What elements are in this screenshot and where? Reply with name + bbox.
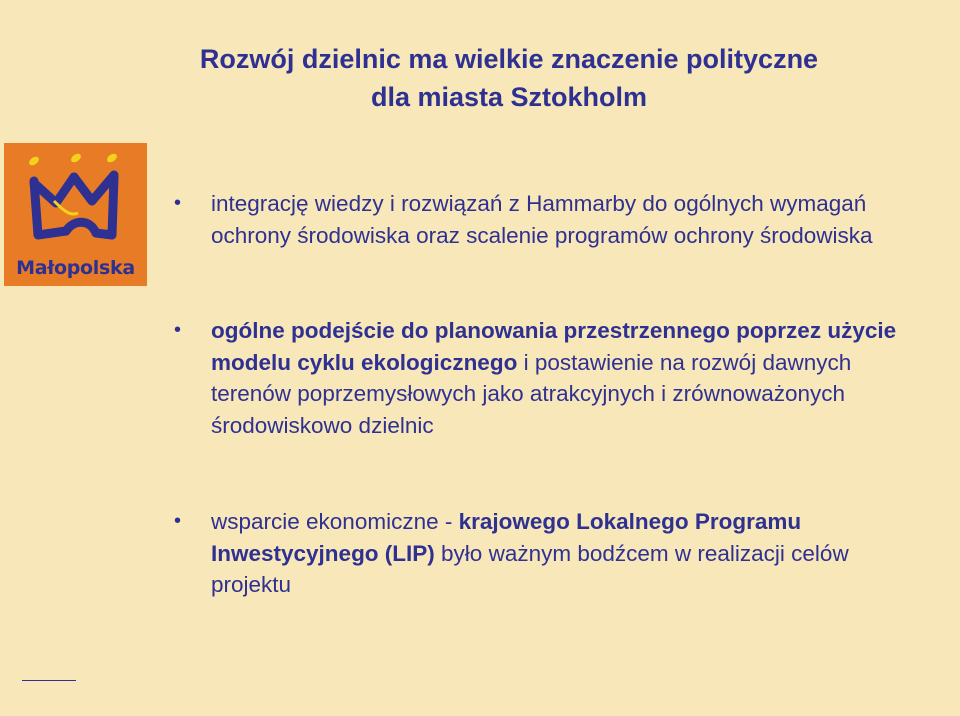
bullet-text-part: było ważnym bodźcem w realizacji celów projektu xyxy=(211,540,849,597)
title-line-1: Rozwój dzielnic ma wielkie znaczenie polityczne xyxy=(199,44,819,74)
logo-text: Małopolska xyxy=(16,257,135,279)
malopolska-logo xyxy=(4,143,147,286)
slide-title xyxy=(0,40,960,116)
bullet-text-part: wsparcie ekonomiczne - xyxy=(211,509,459,534)
title-line-2: dla miasta Sztokholm xyxy=(370,82,648,112)
bullet-text-bold: ogólne podejście do planowania przestrzennego poprzez użycie modelu cyklu ekologicznego xyxy=(211,318,897,375)
bullet-text xyxy=(211,506,921,601)
bullet-text xyxy=(211,188,921,251)
bullet-text-part: integrację wiedzy i rozwiązań z Hammarby do ogólnych wymagań ochrony środowiska oraz scalenie programów ochrony środowiska xyxy=(211,191,873,248)
bullet-text-bold: krajowego Lokalnego Programu Inwestycyjnego (LIP) xyxy=(211,509,802,566)
bullet-marker: • xyxy=(174,192,182,214)
bullet-text-part: i postawienie na rozwój dawnych terenów poprzemysłowych jako atrakcyjnych i zrównoważonych środowiskowo dzielnic xyxy=(211,349,852,438)
bullet-text xyxy=(211,315,921,441)
footer-divider xyxy=(22,680,76,681)
bullet-marker: • xyxy=(174,319,182,341)
bullet-marker: • xyxy=(174,510,182,532)
